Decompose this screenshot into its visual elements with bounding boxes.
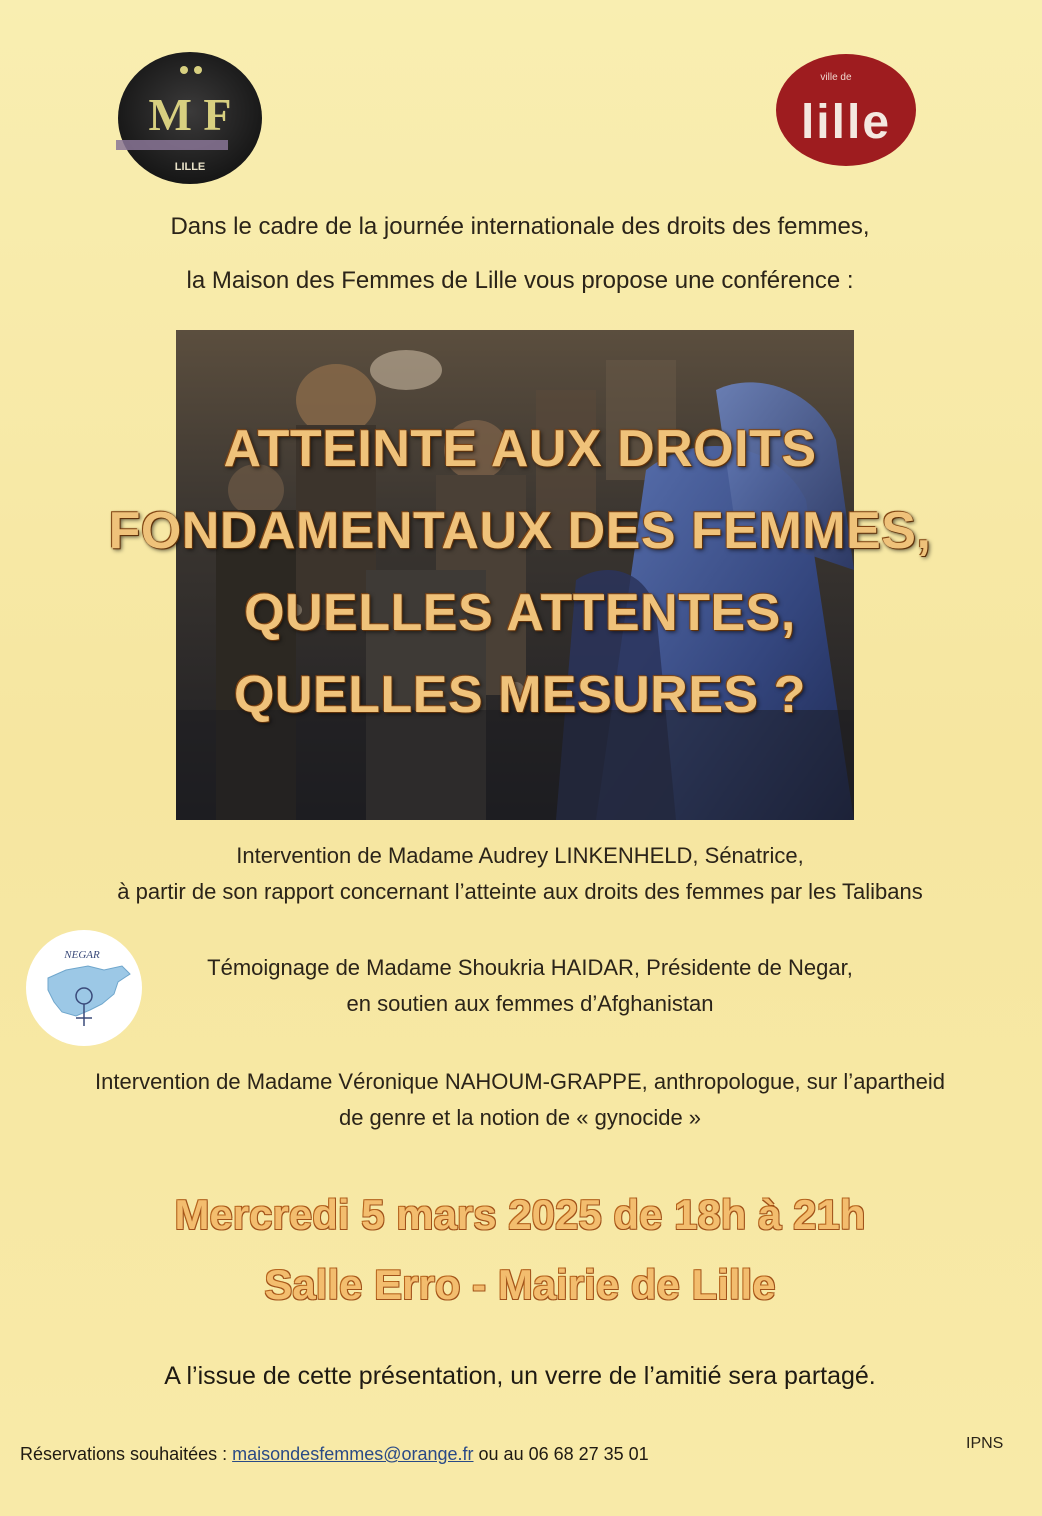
intro-text xyxy=(60,200,980,308)
intro-line-1: Dans le cadre de la journée internationale des droits des femmes, xyxy=(170,213,870,240)
intervention-1-line-2: à partir de son rapport concernant l’atteinte aux droits des femmes par les Talibans xyxy=(117,879,923,904)
title-line-4: QUELLES MESURES ? xyxy=(234,666,806,724)
reservation-email-link[interactable]: maisondesfemmes@orange.fr xyxy=(232,1444,474,1464)
ipns-mention: IPNS xyxy=(966,1435,1004,1452)
negar-logo-icon xyxy=(26,930,142,1046)
title-line-1: ATTEINTE AUX DROITS xyxy=(223,420,817,478)
intervention-3-line-1: Intervention de Madame Véronique NAHOUM-GRAPPE, anthropologue, sur l’apartheid xyxy=(95,1069,945,1094)
mf-logo-icon xyxy=(112,48,268,188)
negar-logo-name: NEGAR xyxy=(64,949,100,961)
title-line-3: QUELLES ATTENTES, xyxy=(244,584,796,642)
event-date-place xyxy=(20,1180,1020,1320)
closing-note: A l’issue de cette présentation, un verre de l’amitié sera partagé. xyxy=(164,1362,876,1390)
intervention-2-line-2: en soutien aux femmes d’Afghanistan xyxy=(346,991,714,1016)
intervention-2-line-1: Témoignage de Madame Shoukria HAIDAR, Présidente de Negar, xyxy=(207,955,853,980)
event-place: Salle Erro - Mairie de Lille xyxy=(264,1261,776,1308)
conference-title xyxy=(40,408,1000,736)
intervention-nahoum-grappe xyxy=(20,1064,1020,1136)
lille-logo-word: lille xyxy=(800,96,892,149)
reservation-phone: ou au 06 68 27 35 01 xyxy=(478,1444,649,1464)
lille-logo-small: ville de xyxy=(820,72,852,83)
mf-logo-city: LILLE xyxy=(174,161,206,173)
intervention-1-line-1: Intervention de Madame Audrey LINKENHELD, Sénatrice, xyxy=(236,843,804,868)
event-date: Mercredi 5 mars 2025 de 18h à 21h xyxy=(174,1191,866,1238)
intervention-linkenheld xyxy=(30,838,1010,910)
reservation-label: Réservations souhaitées : xyxy=(20,1444,228,1464)
mf-logo-letters: M F xyxy=(148,89,232,140)
temoignage-haidar xyxy=(130,950,930,1022)
lille-logo-icon xyxy=(776,54,916,166)
reservation-footer xyxy=(20,1440,920,1468)
intro-line-2: la Maison des Femmes de Lille vous propose une conférence : xyxy=(186,267,854,294)
title-line-2: FONDAMENTAUX DES FEMMES, xyxy=(108,502,932,560)
intervention-3-line-2: de genre et la notion de « gynocide » xyxy=(338,1105,702,1130)
